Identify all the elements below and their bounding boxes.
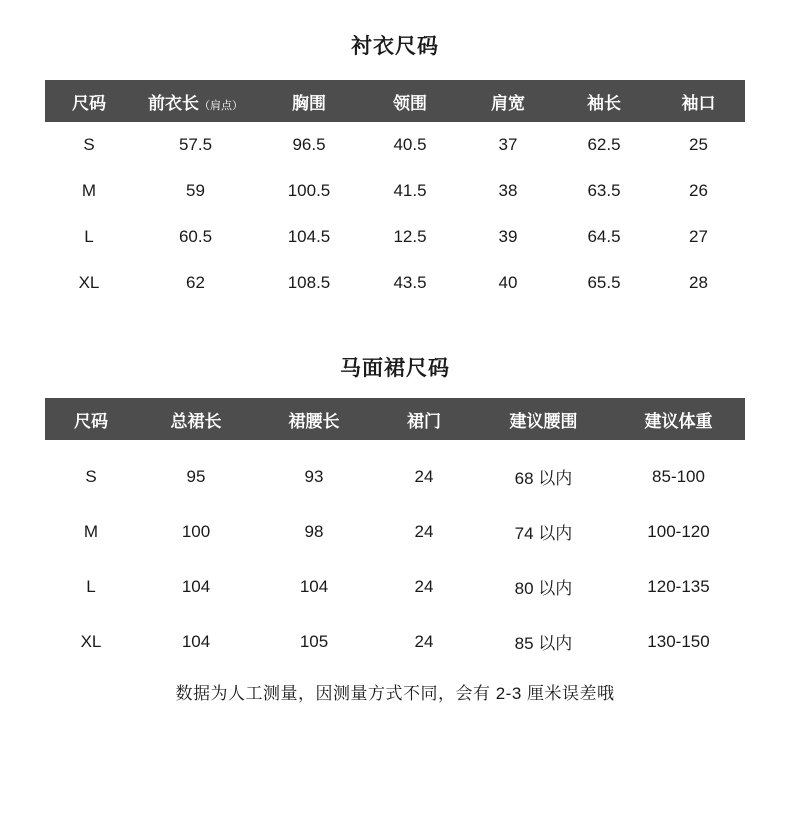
shirt-table-header — [45, 80, 745, 122]
shirt-header-front-length-note: （肩点） — [199, 99, 243, 112]
shirt-header-front-length-label: 前衣长 — [148, 93, 199, 113]
shirt-header-size: 尺码 — [45, 80, 133, 122]
table-header-row — [45, 80, 745, 122]
table-row — [45, 214, 745, 260]
cell-pleat-panel: 24 — [373, 440, 475, 504]
table-row — [45, 168, 745, 214]
row-size: M — [45, 168, 133, 214]
cell-suggested-waist: 85 以内 — [475, 614, 612, 669]
cell-waistband-length: 104 — [255, 559, 373, 614]
cell-front-length: 57.5 — [133, 122, 258, 168]
shirt-section-title: 衬衣尺码 — [351, 35, 439, 58]
row-size: S — [45, 440, 137, 504]
cell-suggested-weight: 100-120 — [612, 504, 745, 559]
cell-shoulder: 38 — [460, 168, 556, 214]
cell-pleat-panel: 24 — [373, 559, 475, 614]
cell-collar: 12.5 — [360, 214, 460, 260]
measurement-disclaimer: 数据为人工测量，因测量方式不同，会有 2-3 厘米误差哦 — [175, 684, 615, 703]
row-size: XL — [45, 260, 133, 306]
table-header-row — [45, 398, 745, 440]
shirt-table-body — [45, 122, 745, 306]
skirt-header-suggested-waist: 建议腰围 — [475, 398, 612, 440]
cell-cuff: 28 — [652, 260, 745, 306]
skirt-header-waistband-length: 裙腰长 — [255, 398, 373, 440]
cell-suggested-weight: 120-135 — [612, 559, 745, 614]
row-size: L — [45, 214, 133, 260]
row-size: XL — [45, 614, 137, 669]
table-row — [45, 504, 745, 559]
cell-sleeve-length: 64.5 — [556, 214, 652, 260]
table-row — [45, 559, 745, 614]
cell-sleeve-length: 62.5 — [556, 122, 652, 168]
cell-cuff: 25 — [652, 122, 745, 168]
row-size: M — [45, 504, 137, 559]
cell-total-length: 100 — [137, 504, 255, 559]
cell-front-length: 62 — [133, 260, 258, 306]
cell-waistband-length: 105 — [255, 614, 373, 669]
shirt-header-bust: 胸围 — [258, 80, 360, 122]
row-size: S — [45, 122, 133, 168]
cell-shoulder: 40 — [460, 260, 556, 306]
cell-waistband-length: 93 — [255, 440, 373, 504]
cell-collar: 43.5 — [360, 260, 460, 306]
shirt-header-sleeve-length: 袖长 — [556, 80, 652, 122]
cell-total-length: 95 — [137, 440, 255, 504]
cell-collar: 40.5 — [360, 122, 460, 168]
cell-shoulder: 39 — [460, 214, 556, 260]
shirt-header-front-length — [133, 80, 258, 122]
cell-total-length: 104 — [137, 614, 255, 669]
cell-sleeve-length: 63.5 — [556, 168, 652, 214]
cell-suggested-waist: 68 以内 — [475, 440, 612, 504]
cell-cuff: 27 — [652, 214, 745, 260]
skirt-table-header — [45, 398, 745, 440]
cell-suggested-waist: 74 以内 — [475, 504, 612, 559]
cell-bust: 108.5 — [258, 260, 360, 306]
skirt-header-pleat-panel: 裙门 — [373, 398, 475, 440]
cell-front-length: 60.5 — [133, 214, 258, 260]
cell-pleat-panel: 24 — [373, 504, 475, 559]
shirt-header-collar: 领围 — [360, 80, 460, 122]
size-chart-page — [0, 30, 790, 833]
shirt-header-cuff: 袖口 — [652, 80, 745, 122]
cell-bust: 100.5 — [258, 168, 360, 214]
cell-front-length: 59 — [133, 168, 258, 214]
shirt-table-wrapper — [45, 80, 745, 306]
skirt-size-table — [45, 398, 745, 669]
skirt-header-total-length: 总裙长 — [137, 398, 255, 440]
cell-bust: 96.5 — [258, 122, 360, 168]
cell-sleeve-length: 65.5 — [556, 260, 652, 306]
skirt-header-suggested-weight: 建议体重 — [612, 398, 745, 440]
cell-bust: 104.5 — [258, 214, 360, 260]
table-row — [45, 122, 745, 168]
table-row — [45, 440, 745, 504]
shirt-size-table — [45, 80, 745, 306]
cell-suggested-weight: 130-150 — [612, 614, 745, 669]
skirt-header-size: 尺码 — [45, 398, 137, 440]
skirt-table-body — [45, 440, 745, 669]
cell-collar: 41.5 — [360, 168, 460, 214]
row-size: L — [45, 559, 137, 614]
cell-waistband-length: 98 — [255, 504, 373, 559]
cell-shoulder: 37 — [460, 122, 556, 168]
cell-total-length: 104 — [137, 559, 255, 614]
cell-suggested-weight: 85-100 — [612, 440, 745, 504]
shirt-header-shoulder: 肩宽 — [460, 80, 556, 122]
cell-suggested-waist: 80 以内 — [475, 559, 612, 614]
table-row — [45, 614, 745, 669]
skirt-section-title: 马面裙尺码 — [340, 357, 450, 380]
table-row — [45, 260, 745, 306]
cell-cuff: 26 — [652, 168, 745, 214]
skirt-table-wrapper — [45, 398, 745, 669]
cell-pleat-panel: 24 — [373, 614, 475, 669]
